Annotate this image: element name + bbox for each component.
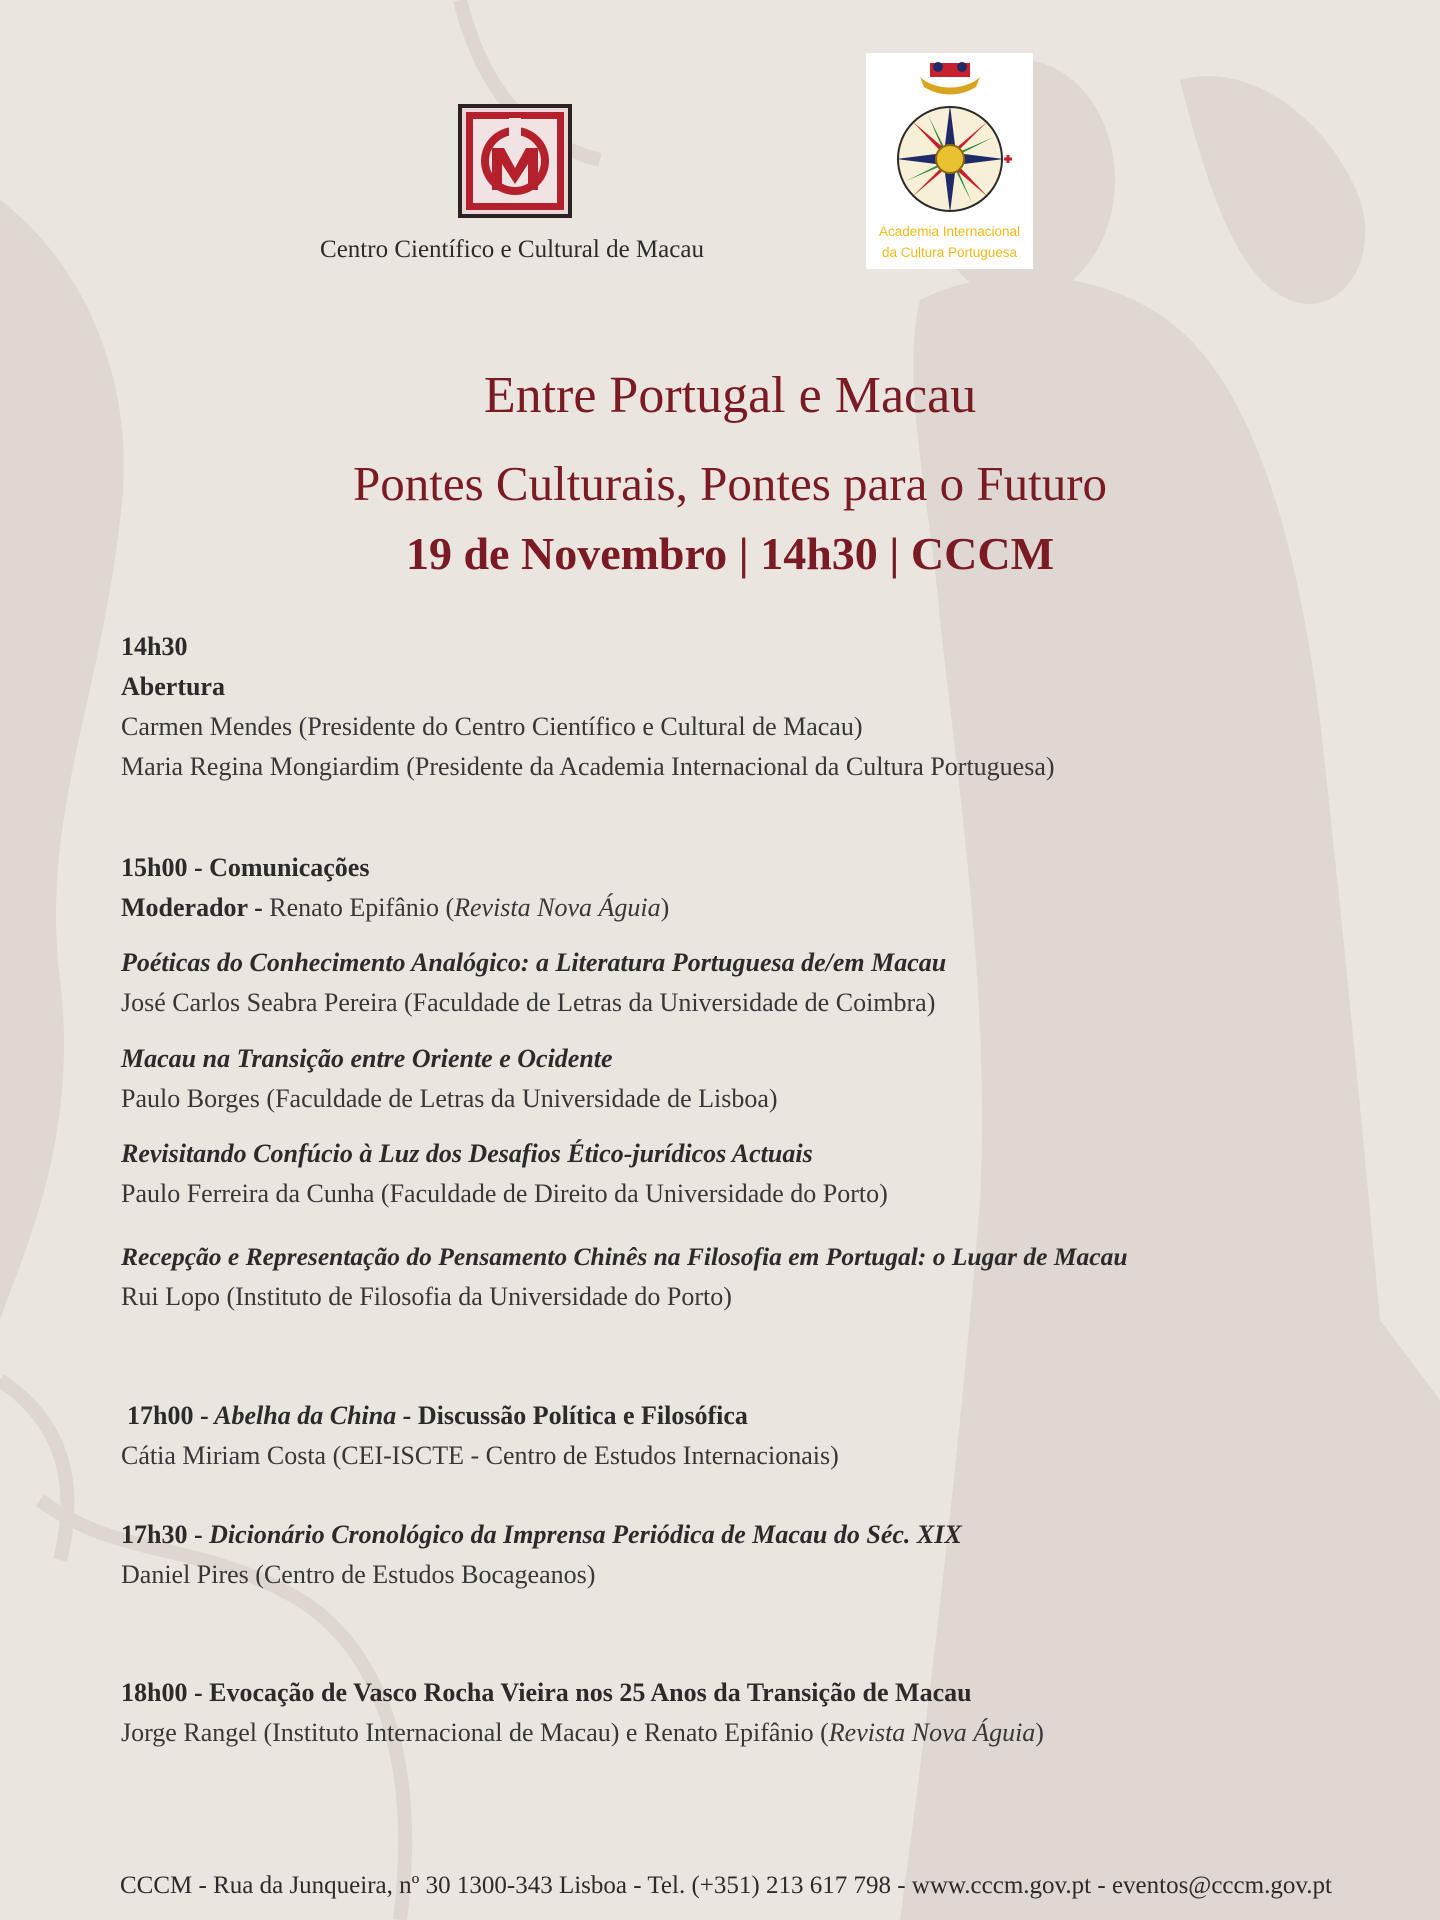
footer-contact: CCCM - Rua da Junqueira, nº 30 1300-343 Lisboa - Tel. (+351) 213 617 798 - www.cccm.gov.pt - eventos@cccm.gov.pt bbox=[120, 1872, 1332, 1899]
talk-speaker: Paulo Borges (Faculdade de Letras da Universidade de Lisboa) bbox=[121, 1084, 778, 1113]
opening-speaker-2: Maria Regina Mongiardim (Presidente da Academia Internacional da Cultura Portuguesa) bbox=[121, 752, 1055, 781]
session-1700-heading: 17h00 - Abelha da China - Discussão Política e Filosófica bbox=[127, 1401, 748, 1430]
moderator-line: Moderador - Renato Epifânio (Revista Nova Águia) bbox=[121, 893, 670, 922]
session-1730-heading: 17h30 - Dicionário Cronológico da Imprensa Periódica de Macau do Séc. XIX bbox=[121, 1520, 962, 1549]
talk-title: Recepção e Representação do Pensamento Chinês na Filosofia em Portugal: o Lugar de Macau bbox=[121, 1242, 1128, 1271]
talk-title: Macau na Transição entre Oriente e Ocidente bbox=[121, 1044, 613, 1073]
opening-label: Abertura bbox=[121, 672, 225, 701]
compass-rose-icon bbox=[880, 57, 1020, 217]
event-date: 19 de Novembro | 14h30 | CCCM bbox=[405, 528, 1055, 579]
talk-speaker: Paulo Ferreira da Cunha (Faculdade de Direito da Universidade do Porto) bbox=[121, 1179, 888, 1208]
academy-name-line2: da Cultura Portuguesa bbox=[881, 245, 1018, 260]
comms-heading: 15h00 - Comunicações bbox=[121, 853, 370, 882]
talk-speaker: José Carlos Seabra Pereira (Faculdade de Letras da Universidade de Coimbra) bbox=[121, 988, 936, 1017]
event-title: Entre Portugal e Macau bbox=[483, 367, 977, 424]
session-1730-speaker: Daniel Pires (Centro de Estudos Bocageanos) bbox=[121, 1560, 596, 1589]
academy-name-line1: Academia Internacional bbox=[878, 224, 1021, 239]
cccm-name: Centro Científico e Cultural de Macau bbox=[320, 236, 704, 263]
session-1700-speaker: Cátia Miriam Costa (CEI-ISCTE - Centro de Estudos Internacionais) bbox=[121, 1441, 839, 1470]
talk-title: Revisitando Confúcio à Luz dos Desafios Ético-jurídicos Actuais bbox=[121, 1139, 813, 1168]
event-subtitle: Pontes Culturais, Pontes para o Futuro bbox=[352, 456, 1108, 511]
opening-time: 14h30 bbox=[121, 632, 188, 661]
talk-speaker: Rui Lopo (Instituto de Filosofia da Universidade do Porto) bbox=[121, 1282, 732, 1311]
session-1800-heading: 18h00 - Evocação de Vasco Rocha Vieira nos 25 Anos da Transição de Macau bbox=[121, 1678, 972, 1707]
talk-title: Poéticas do Conhecimento Analógico: a Literatura Portuguesa de/em Macau bbox=[121, 948, 947, 977]
cccm-logo bbox=[458, 104, 572, 218]
opening-speaker-1: Carmen Mendes (Presidente do Centro Científico e Cultural de Macau) bbox=[121, 712, 863, 741]
academy-logo bbox=[866, 53, 1033, 269]
session-1800-speaker: Jorge Rangel (Instituto Internacional de Macau) e Renato Epifânio (Revista Nova Águia) bbox=[121, 1718, 1044, 1747]
